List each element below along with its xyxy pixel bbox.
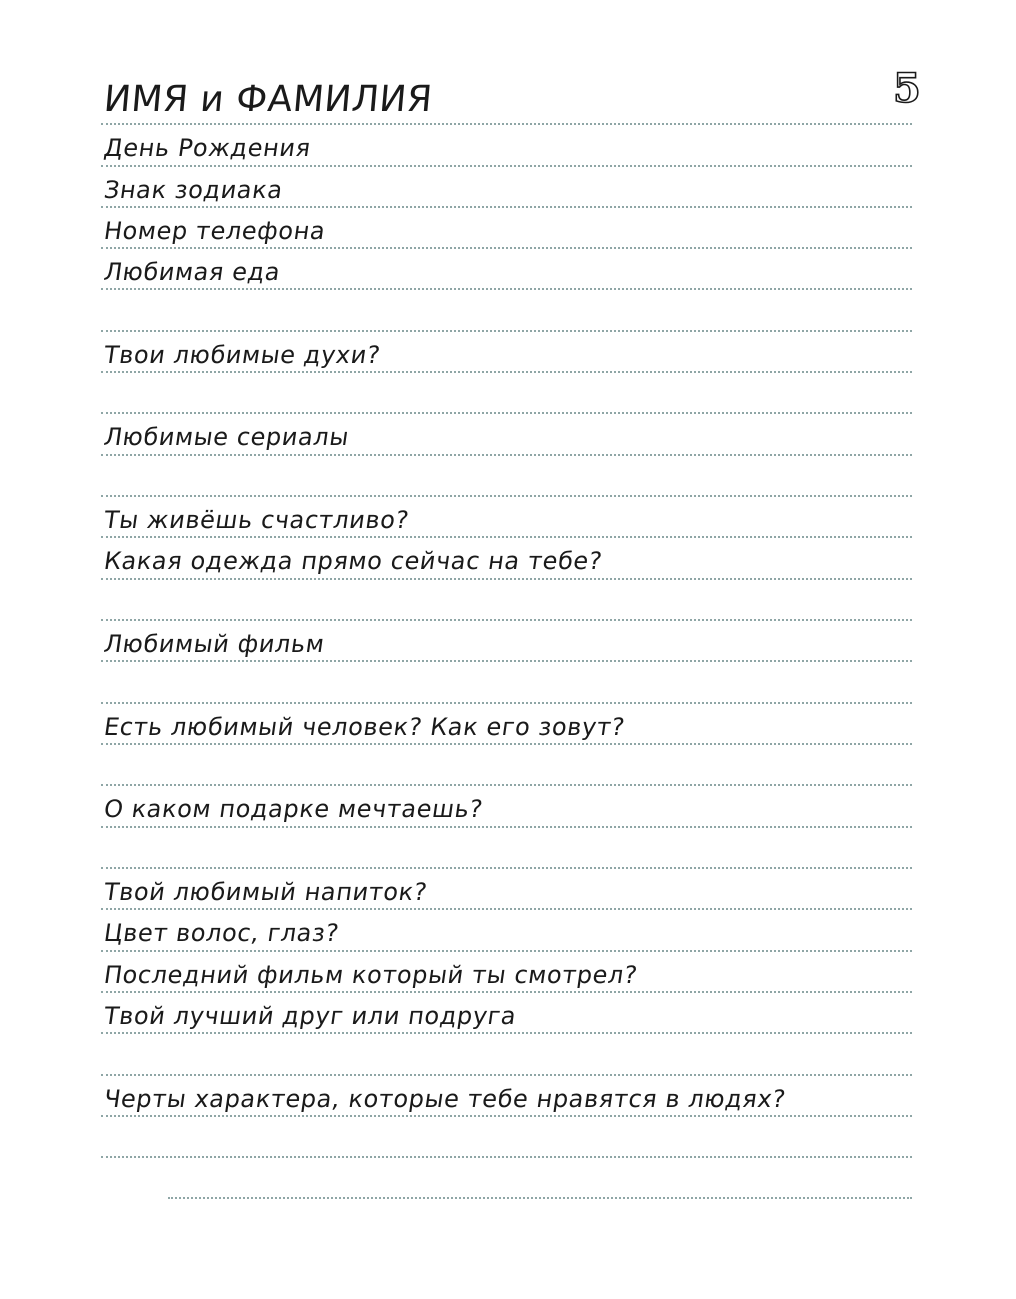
prompt-gift: О каком подарке мечтаешь? bbox=[102, 795, 485, 823]
writing-line[interactable] bbox=[101, 1074, 912, 1076]
writing-line[interactable] bbox=[101, 991, 912, 993]
writing-line[interactable] bbox=[101, 165, 912, 167]
prompt-loved-one: Есть любимый человек? Как его зовут? bbox=[102, 713, 627, 741]
writing-line[interactable] bbox=[101, 412, 912, 414]
writing-line[interactable] bbox=[101, 619, 912, 621]
prompt-drink: Твой любимый напиток? bbox=[102, 878, 430, 906]
prompt-food: Любимая еда bbox=[102, 258, 283, 286]
prompt-phone: Номер телефона bbox=[102, 217, 328, 245]
writing-line[interactable] bbox=[101, 454, 912, 456]
prompt-hair-eyes: Цвет волос, глаз? bbox=[102, 919, 341, 947]
prompt-series: Любимые сериалы bbox=[102, 423, 351, 451]
writing-line[interactable] bbox=[101, 536, 912, 538]
prompt-best-friend: Твой лучший друг или подруга bbox=[102, 1002, 519, 1030]
writing-line[interactable] bbox=[101, 826, 912, 828]
prompt-last-movie: Последний фильм который ты смотрел? bbox=[102, 961, 640, 989]
writing-line[interactable] bbox=[101, 247, 912, 249]
writing-line[interactable] bbox=[101, 784, 912, 786]
prompt-movie: Любимый фильм bbox=[102, 630, 327, 658]
prompt-zodiac: Знак зодиака bbox=[102, 176, 285, 204]
prompt-perfume: Твои любимые духи? bbox=[102, 341, 383, 369]
writing-line[interactable] bbox=[101, 1156, 912, 1158]
writing-line[interactable] bbox=[101, 702, 912, 704]
page-title: ИМЯ и ФАМИЛИЯ bbox=[102, 79, 435, 120]
prompt-traits: Черты характера, которые тебе нравятся в людях? bbox=[102, 1085, 788, 1113]
writing-line[interactable] bbox=[101, 950, 912, 952]
writing-line[interactable] bbox=[168, 1197, 912, 1199]
writing-line[interactable] bbox=[101, 123, 912, 125]
prompt-birthday: День Рождения bbox=[102, 134, 313, 162]
prompt-happy: Ты живёшь счастливо? bbox=[102, 506, 411, 534]
writing-line[interactable] bbox=[101, 495, 912, 497]
writing-line[interactable] bbox=[101, 371, 912, 373]
writing-line[interactable] bbox=[101, 908, 912, 910]
writing-line[interactable] bbox=[101, 578, 912, 580]
writing-line[interactable] bbox=[101, 867, 912, 869]
writing-line[interactable] bbox=[101, 1032, 912, 1034]
writing-line[interactable] bbox=[101, 330, 912, 332]
writing-line[interactable] bbox=[101, 743, 912, 745]
writing-line[interactable] bbox=[101, 1115, 912, 1117]
page-number: 5 bbox=[893, 65, 921, 112]
prompt-clothes: Какая одежда прямо сейчас на тебе? bbox=[102, 547, 605, 575]
writing-line[interactable] bbox=[101, 660, 912, 662]
writing-line[interactable] bbox=[101, 288, 912, 290]
writing-line[interactable] bbox=[101, 206, 912, 208]
